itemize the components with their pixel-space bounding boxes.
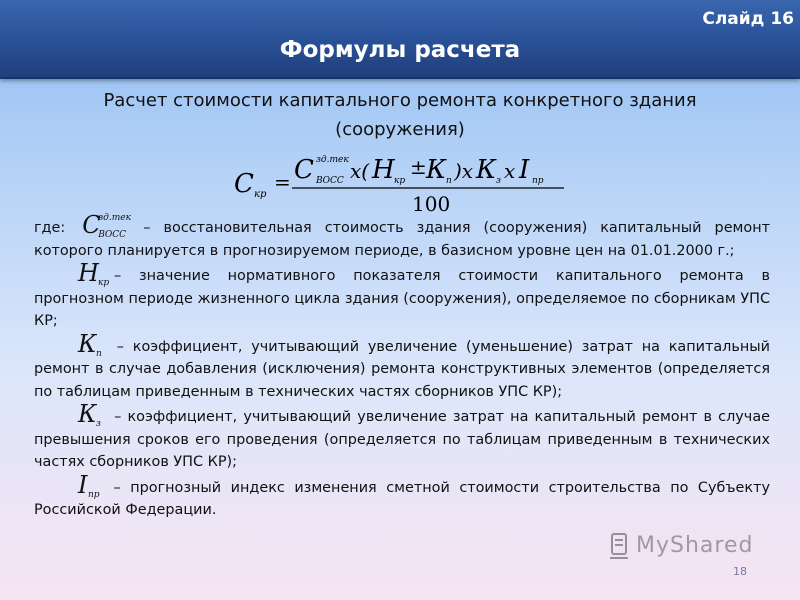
formula-denominator: 100 — [412, 192, 451, 214]
definition-item — [34, 400, 770, 474]
subtitle-line-2: (сооружения) — [335, 119, 465, 140]
formula-lhs-symbol: С — [234, 169, 254, 199]
symbol-sub: пр — [88, 489, 100, 500]
symbol-sup: зд.тек — [98, 213, 131, 223]
formula-times-1: х( — [350, 159, 370, 183]
formula-equals: = — [274, 170, 291, 194]
definition-text: – коэффициент, учитывающий увеличение затрат на капитальный ремонт в случае превышения сроков его проведения (определяется по таблицам приведенным в технических частях сборников УПС КР); — [34, 409, 770, 470]
formula-times-2: х — [504, 159, 516, 183]
symbol-sub: ВОСС — [98, 230, 127, 240]
formula-num-C-sup: зд.тек — [316, 155, 349, 165]
symbol-main: К — [78, 400, 97, 428]
definition-item — [34, 329, 770, 404]
subtitle-line-1: Расчет стоимости капитального ремонта конкретного здания — [103, 90, 697, 111]
definition-symbol — [74, 259, 114, 288]
formula-close-x: )х — [454, 159, 474, 183]
symbol-main: І — [78, 470, 88, 499]
page-number: 18 — [733, 565, 747, 578]
formula-num-K2-sub: з — [496, 176, 501, 186]
main-formula — [232, 152, 572, 214]
formula-num-I: І — [519, 155, 530, 185]
formula-num-I-sub: пр — [532, 176, 544, 186]
definition-symbol — [74, 400, 108, 429]
slide-title: Формулы расчета — [279, 37, 521, 63]
formula-plus-minus: ± — [410, 155, 427, 179]
definition-text: – прогнозный индекс изменения сметной стоимости строительства по Субъекту Российской Федерации. — [34, 479, 770, 518]
definition-item — [34, 470, 770, 522]
symbol-sub: з — [96, 419, 101, 429]
formula-num-H: Н — [372, 155, 395, 185]
definition-prefix: где: — [34, 220, 66, 236]
formula-graphic — [232, 152, 572, 214]
slide-subtitle — [40, 86, 760, 144]
definition-symbol — [78, 211, 131, 240]
formula-num-C-sub: ВОСС — [316, 176, 344, 186]
formula-num-K-sub: п — [446, 176, 452, 186]
watermark-text: MyShared — [636, 533, 754, 558]
formula-num-K2: К — [476, 155, 497, 185]
formula-num-K: К — [426, 155, 447, 185]
definitions-text — [34, 211, 770, 522]
symbol-sub: кр — [98, 278, 110, 288]
definition-symbol — [74, 329, 108, 359]
definition-text: – восстановительная стоимость здания (сооружения) капитальный ремонт которого планируется в прогнозируемом периоде, в базисном уровне цен на 01.01.2000 г.; — [34, 220, 770, 259]
formula-num-H-sub: кр — [394, 176, 406, 186]
definition-symbol — [74, 470, 104, 500]
symbol-main: Н — [78, 259, 99, 287]
definition-item — [34, 211, 770, 262]
symbol-main: К — [78, 329, 97, 358]
definition-text: – значение нормативного показателя стоимости капитального ремонта в прогнозном периоде жизненного цикла здания (сооружения), определяемое по сборникам УПС КР; — [34, 268, 770, 329]
watermark-icon — [606, 532, 632, 562]
definition-text: – коэффициент, учитывающий увеличение (уменьшение) затрат на капитальный ремонт в случае добавления (исключения) ремонта конструктивных элементов (определяется по таблицам приведенным в технических частях сборников УПС КР); — [34, 338, 770, 400]
formula-num-C: С — [294, 155, 314, 185]
symbol-main: С — [82, 211, 101, 239]
definition-item — [34, 259, 770, 333]
slide-header — [0, 0, 800, 79]
slide-number-label: Слайд 16 — [702, 9, 794, 29]
formula-lhs-sub: кр — [254, 189, 267, 200]
symbol-sub: п — [96, 348, 102, 359]
